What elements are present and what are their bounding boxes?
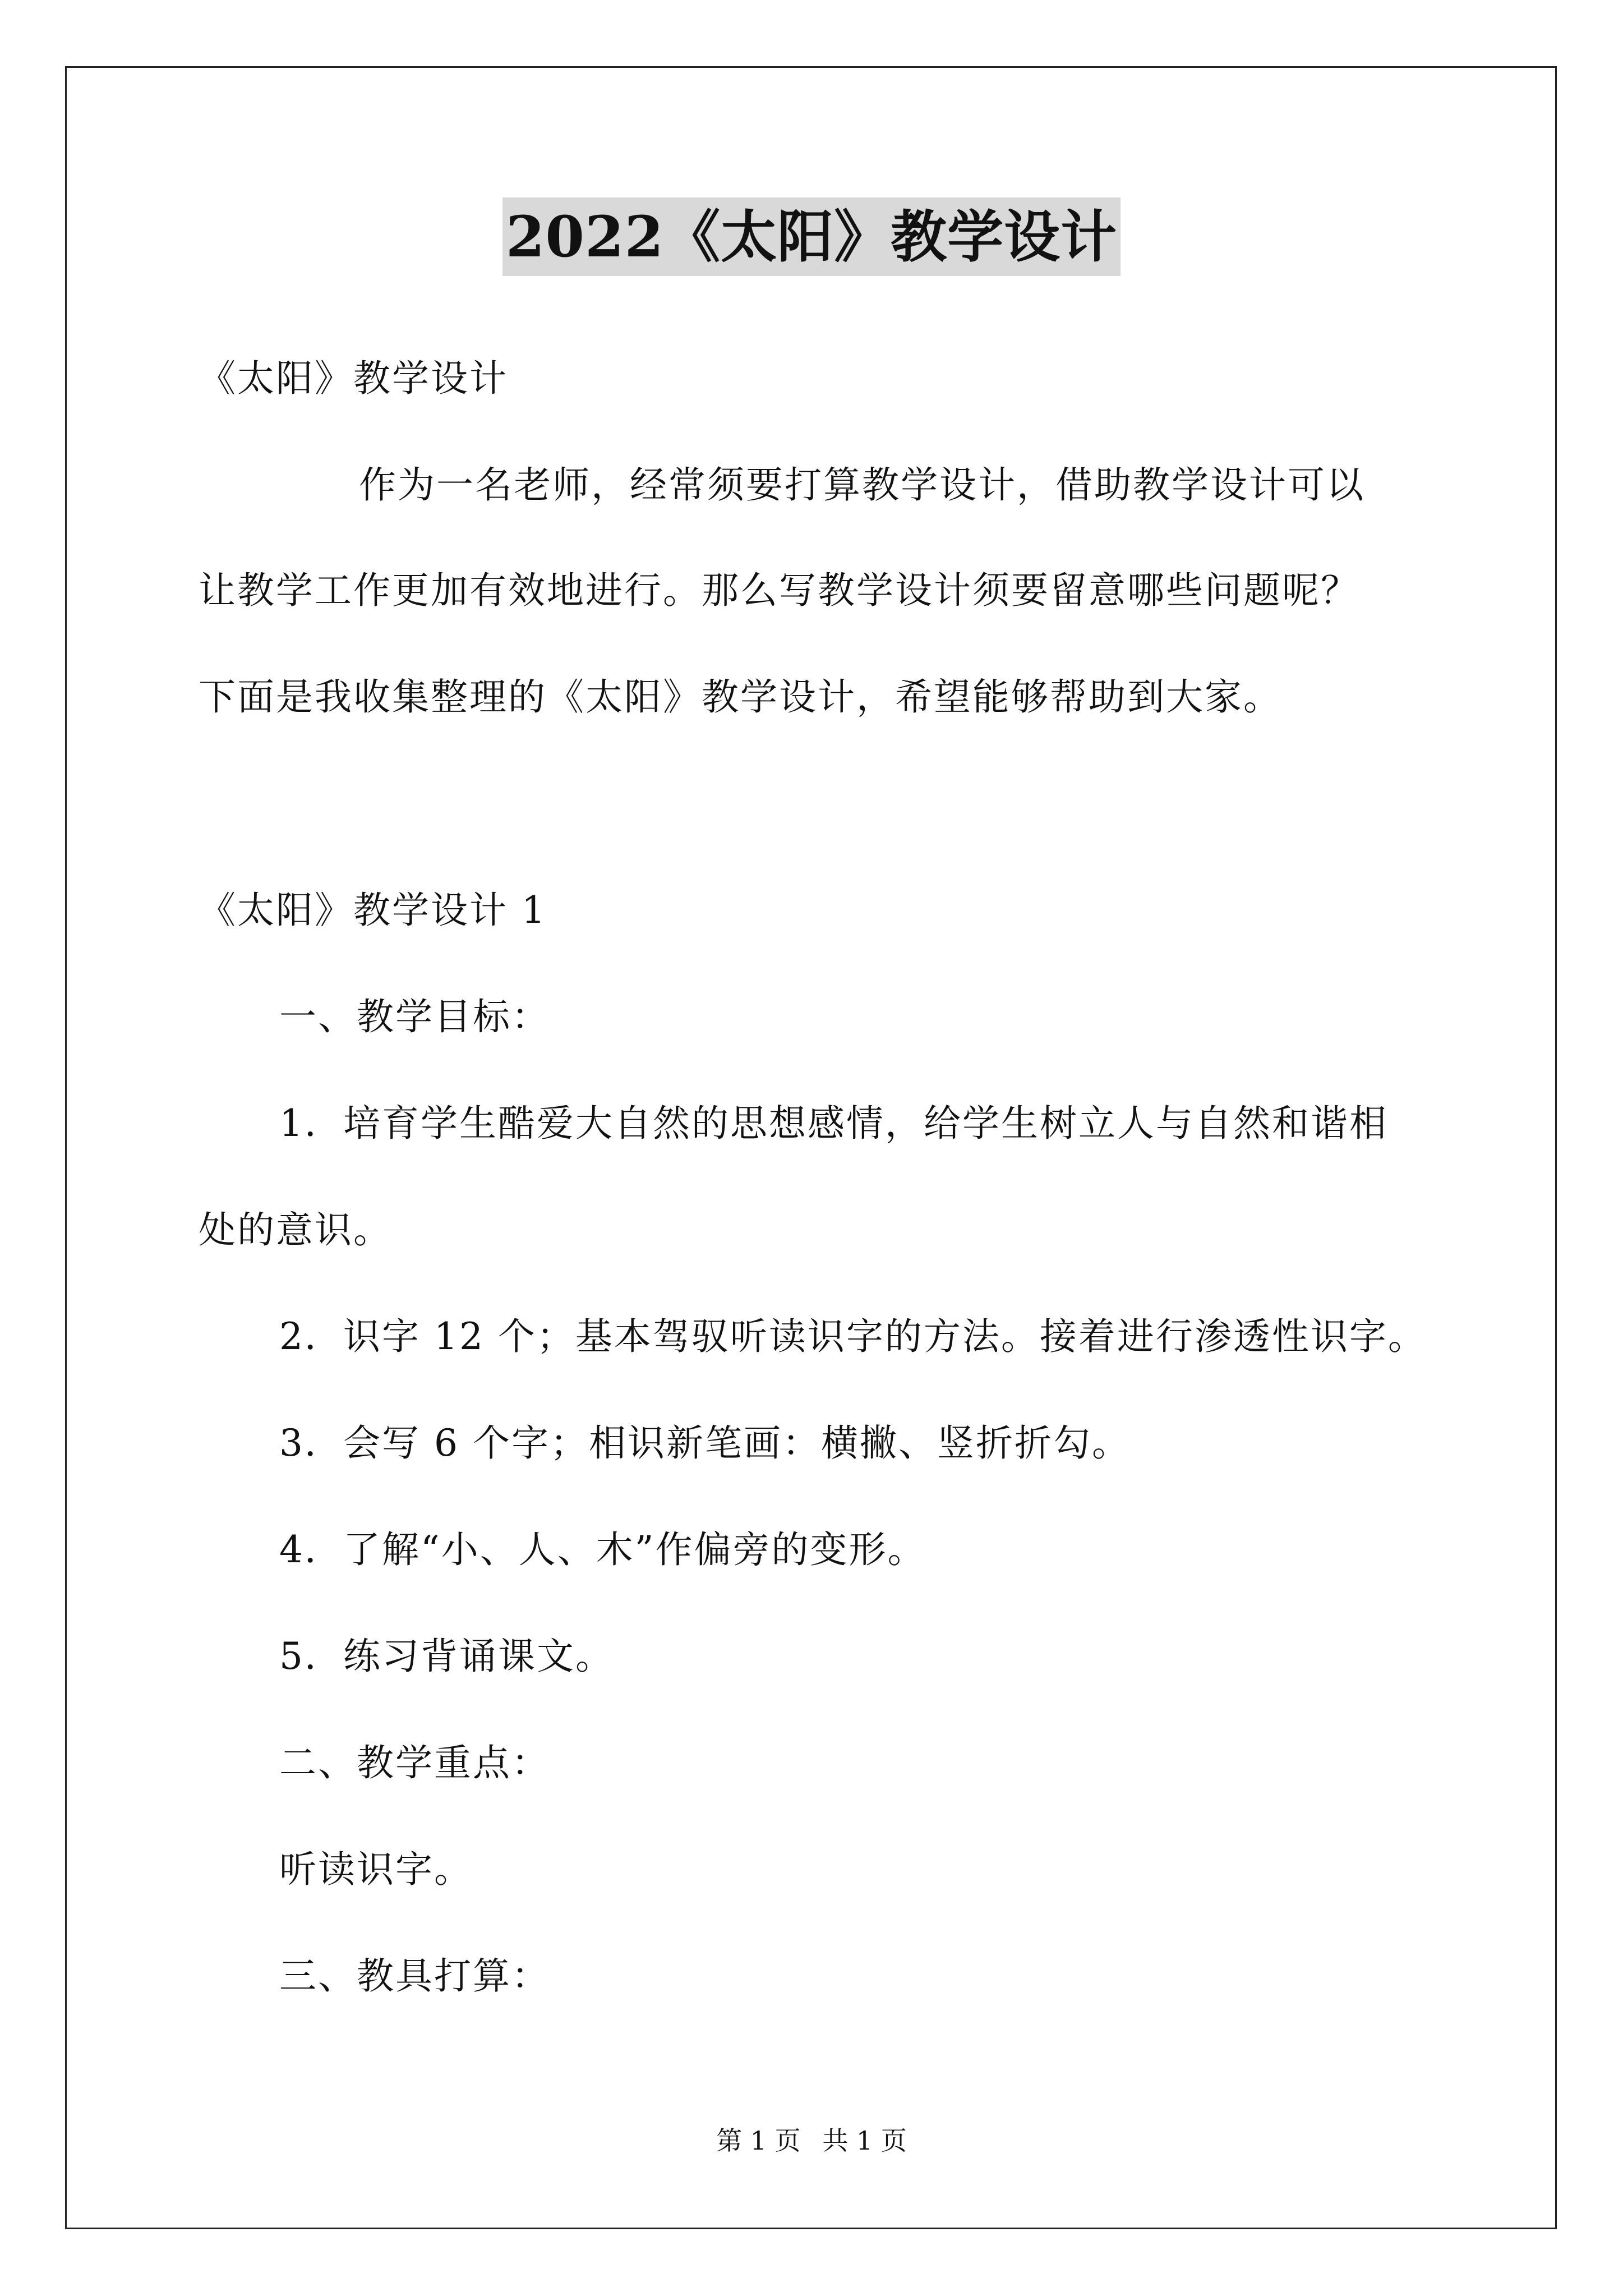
objective-1-line-1: 1．培育学生酷爱大自然的思想感情，给学生树立人与自然和谐相 — [279, 1102, 1388, 1145]
objective-1-line-2: 处的意识。 — [199, 1208, 392, 1251]
section-heading: 《太阳》教学设计 1 — [199, 889, 547, 932]
objective-5: 5．练习背诵课文。 — [279, 1635, 614, 1678]
document-title: 2022《太阳》教学设计 — [502, 197, 1121, 276]
key-points-heading: 二、教学重点： — [279, 1741, 550, 1784]
objective-2: 2．识字 12 个；基本驾驭听读识字的方法。接着进行渗透性识字。 — [279, 1315, 1427, 1358]
intro-line-3: 下面是我收集整理的《太阳》教学设计，希望能够帮助到大家。 — [199, 675, 1282, 719]
teaching-aids-heading: 三、教具打算： — [279, 1954, 550, 1998]
page-total: 共 1 页 — [822, 2125, 907, 2156]
intro-line-2: 让教学工作更加有效地进行。那么写教学设计须要留意哪些问题呢？ — [199, 569, 1359, 612]
page-number: 第 1 页 — [716, 2125, 801, 2156]
intro-line-1: 作为一名老师，经常须要打算教学设计，借助教学设计可以 — [359, 463, 1365, 507]
objective-4: 4．了解“小、人、木”作偏旁的变形。 — [279, 1528, 926, 1571]
objective-3: 3．会写 6 个字；相识新笔画：横撇、竖折折勾。 — [279, 1421, 1131, 1465]
subtitle-line: 《太阳》教学设计 — [199, 357, 508, 400]
page-footer — [0, 2124, 1623, 2157]
title-container — [0, 197, 1623, 276]
objectives-heading: 一、教学目标： — [279, 995, 550, 1038]
key-points-text: 听读识字。 — [279, 1848, 473, 1891]
